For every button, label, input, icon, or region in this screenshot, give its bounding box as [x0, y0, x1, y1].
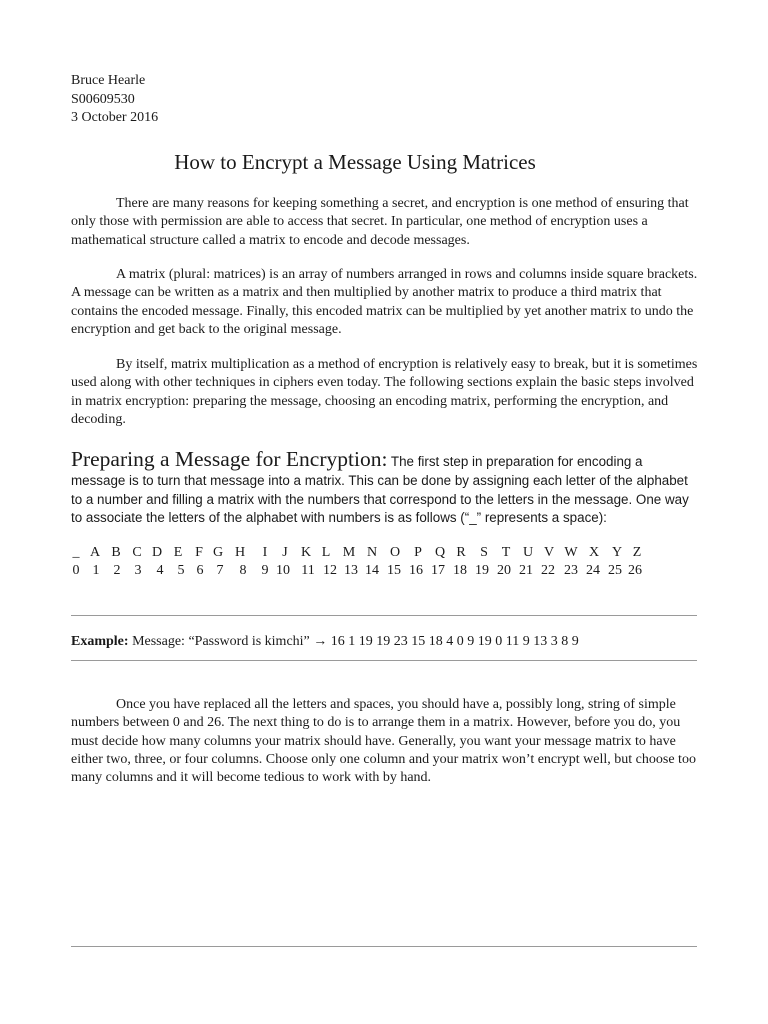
alphabet-letter: O [389, 545, 401, 560]
alphabet-letter: B [111, 545, 121, 560]
columns-paragraph-text: Once you have replaced all the letters and spaces, you should have a, possibly long, string of simple numbers between 0 and 26. The next thing to do is to arrange them in a matrix. However, before you do, you must decide how many columns your matrix should have. Generally, you want your message matrix to have either two, three, or four columns. Choose only one column and your matrix won’t encrypt well, but choose too many columns and it will become tedious to work with by hand. [71, 697, 696, 786]
example-bottom-divider [71, 660, 697, 661]
alphabet-letter: I [262, 545, 268, 560]
alphabet-letter: U [522, 545, 534, 560]
alphabet-number: 3 [134, 563, 142, 578]
section-heading: Preparing a Message for Encryption: [71, 447, 388, 471]
alphabet-number: 10 [276, 563, 290, 578]
alphabet-letter: C [132, 545, 142, 560]
alphabet-letter: V [543, 545, 555, 560]
alphabet-number: 8 [239, 563, 247, 578]
alphabet-number: 7 [216, 563, 224, 578]
matrix-definition-text: A matrix (plural: matrices) is an array of numbers arranged in rows and columns inside square brackets. A message can be written as a matrix and then multiplied by another matrix to produce a third matrix that contains the encoded message. Finally, this encoded matrix can be multiplied by yet another matrix to undo the encryption and get back to the original message. [71, 267, 698, 337]
overview-paragraph [71, 356, 699, 429]
page-bottom-divider [71, 946, 697, 947]
alphabet-number: 4 [156, 563, 164, 578]
alphabet-number: 18 [453, 563, 467, 578]
alphabet-letter: J [282, 545, 288, 560]
preparing-section [71, 446, 699, 528]
alphabet-letter: R [456, 545, 466, 560]
alphabet-number: 12 [323, 563, 337, 578]
columns-paragraph [71, 696, 699, 787]
alphabet-letter: Q [434, 545, 446, 560]
alphabet-number: 13 [344, 563, 358, 578]
student-id: S00609530 [71, 91, 135, 107]
alphabet-letter: W [564, 545, 578, 560]
alphabet-number: 5 [177, 563, 185, 578]
alphabet-letter: H [234, 545, 246, 560]
document-title: How to Encrypt a Message Using Matrices [174, 150, 536, 174]
author-name: Bruce Hearle [71, 73, 146, 88]
alphabet-number: 16 [409, 563, 423, 578]
intro-paragraph [71, 195, 699, 250]
alphabet-number: 1 [92, 563, 100, 578]
alphabet-letter: M [342, 545, 356, 560]
alphabet-letter: Y [611, 545, 623, 560]
alphabet-number: 17 [431, 563, 445, 578]
alphabet-letter: F [195, 545, 203, 560]
example-text: Message: “Password is kimchi” → 16 1 19 19 23 15 18 4 0 9 19 0 11 9 13 3 8 9 [128, 634, 579, 649]
alphabet-letter: E [173, 545, 183, 560]
alphabet-letter: L [321, 545, 331, 560]
intro-paragraph-text: There are many reasons for keeping something a secret, and encryption is one method of ensuring that only those with permission are able to access that secret. In particular, one method of encryption uses a mathematical structure called a matrix to encode and decode messages. [71, 196, 689, 248]
alphabet-letter: S [480, 545, 488, 560]
alphabet-number: 20 [497, 563, 511, 578]
alphabet-letter: A [89, 545, 101, 560]
alphabet-letter: Z [632, 545, 642, 560]
matrix-definition-paragraph [71, 266, 699, 339]
alphabet-letter: _ [72, 545, 80, 560]
alphabet-letter: P [414, 545, 422, 560]
document-date: 3 October 2016 [71, 110, 159, 125]
author-header [71, 72, 158, 128]
overview-paragraph-text: By itself, matrix multiplication as a method of encryption is relatively easy to break, but it is sometimes used along with other techniques in ciphers even today. The following sections explain the basic steps involved in matrix encryption: preparing the message, choosing an encoding matrix, performing the encryption, and decoding. [71, 357, 698, 427]
alphabet-number: 11 [301, 563, 315, 578]
example-top-divider [71, 615, 697, 616]
alphabet-number: 24 [586, 563, 600, 578]
alphabet-letter: G [212, 545, 224, 560]
example-label: Example: [71, 634, 129, 649]
alphabet-number: 2 [113, 563, 121, 578]
alphabet-letter: D [151, 545, 163, 560]
alphabet-number: 14 [365, 563, 379, 578]
example-line [71, 633, 579, 651]
alphabet-number: 25 [608, 563, 622, 578]
alphabet-number: 19 [475, 563, 489, 578]
alphabet-number: 23 [564, 563, 578, 578]
alphabet-letter: N [366, 545, 378, 560]
alphabet-number: 22 [541, 563, 555, 578]
alphabet-letter: T [501, 545, 511, 560]
alphabet-number: 0 [72, 563, 80, 578]
alphabet-letter: X [588, 545, 600, 560]
alphabet-letter: K [300, 545, 312, 560]
alphabet-number: 15 [387, 563, 401, 578]
alphabet-number: 6 [196, 563, 204, 578]
alphabet-number: 9 [261, 563, 269, 578]
alphabet-number: 21 [519, 563, 533, 578]
section-text: The first step in preparation for encoding a message is to turn that message into a matrix. This can be done by assigning each letter of the alphabet to a number and filling a matrix with the numbers that correspond to the letters in the message. One way to associate the letters of the alphabet with numbers is as follows (“_” represents a space): [71, 454, 689, 526]
alphabet-number: 26 [628, 563, 642, 578]
